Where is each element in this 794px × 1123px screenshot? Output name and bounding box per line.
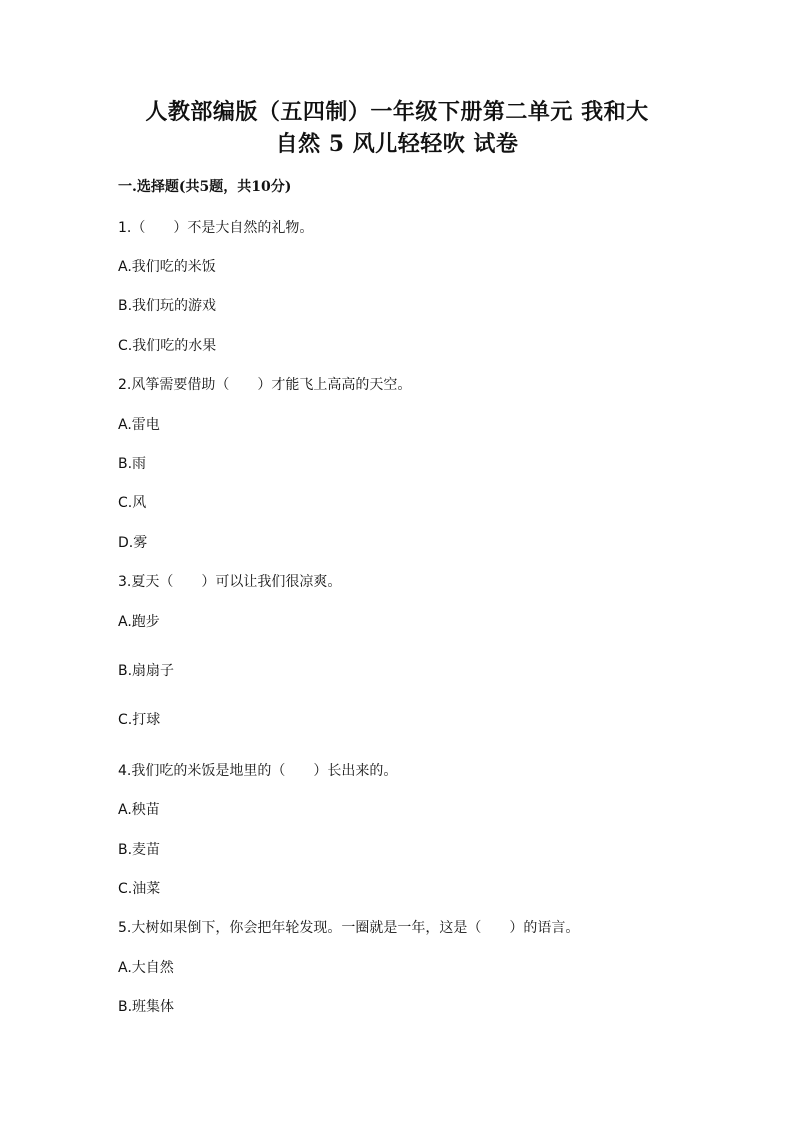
question-3-option-c: C.打球 [118, 712, 161, 728]
question-2-option-a: A.雷电 [118, 417, 160, 433]
section-heading: 一.选择题(共5题，共10分) [118, 179, 292, 195]
question-1-option-a: A.我们吃的米饭 [118, 259, 216, 275]
question-2-stem: 2.风筝需要借助（ ）才能飞上高高的天空。 [118, 377, 412, 393]
question-4-option-c: C.油菜 [118, 881, 161, 897]
question-3-stem: 3.夏天（ ）可以让我们很凉爽。 [118, 574, 342, 590]
question-5-option-a: A.大自然 [118, 960, 174, 976]
question-1-option-b: B.我们玩的游戏 [118, 298, 217, 314]
question-3-option-a: A.跑步 [118, 614, 160, 630]
question-4-option-a: A.秧苗 [118, 802, 160, 818]
question-2-option-b: B.雨 [118, 456, 147, 472]
question-5-option-b: B.班集体 [118, 999, 175, 1015]
page-title-line-2: 自然 5 风儿轻轻吹 试卷 [275, 131, 519, 157]
question-3-option-b: B.扇扇子 [118, 663, 175, 679]
question-5-stem: 5.大树如果倒下，你会把年轮发现。一圈就是一年，这是（ ）的语言。 [118, 920, 580, 936]
question-4-stem: 4.我们吃的米饭是地里的（ ）长出来的。 [118, 763, 398, 779]
question-1-option-c: C.我们吃的水果 [118, 338, 217, 354]
question-1-stem: 1.（ ）不是大自然的礼物。 [118, 220, 314, 236]
question-4-option-b: B.麦苗 [118, 842, 161, 858]
question-2-option-c: C.风 [118, 495, 147, 511]
question-2-option-d: D.雾 [118, 535, 148, 551]
page-title-line-1: 人教部编版（五四制）一年级下册第二单元 我和大 [145, 99, 649, 125]
